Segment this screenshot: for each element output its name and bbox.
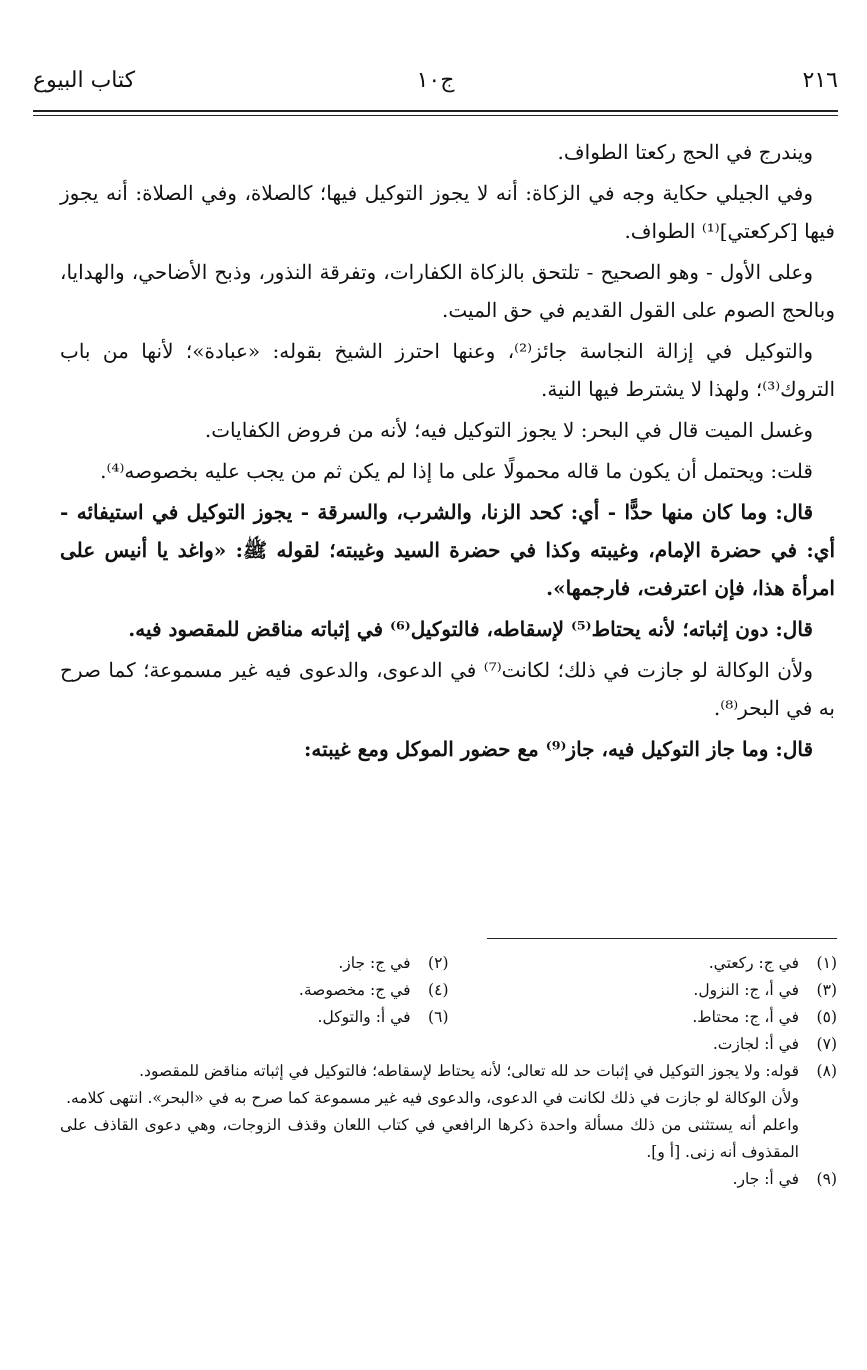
paragraph: ولأن الوكالة لو جازت في ذلك؛ لكانت⁽⁷⁾ في الدعوى، والدعوى فيه غير مسموعة؛ كما صرح به في البحر⁽⁸⁾.	[60, 658, 835, 720]
footnote-row	[60, 977, 837, 1004]
footnote	[60, 977, 449, 1004]
footnote-text: في ج: جاز.	[338, 954, 411, 972]
footnote	[60, 1031, 837, 1058]
footnote-number: (٧)	[816, 1035, 837, 1053]
footnote-text: في ج: مخصوصة.	[298, 981, 411, 999]
paragraph: وغسل الميت قال في البحر: لا يجوز التوكيل فيه؛ لأنه من فروض الكفايات.	[204, 418, 813, 442]
footnote-text: في أ: والتوكل.	[317, 1008, 411, 1026]
page-header	[33, 68, 838, 104]
footnote-number: (٦)	[428, 1008, 449, 1026]
footnote-text: في ج: ركعتي.	[708, 954, 799, 972]
footnote	[60, 1058, 837, 1085]
footnote-continuation: واعلم أنه يستثنى من ذلك مسألة واحدة ذكرها الرافعي في كتاب اللعان وقذف الزوجات، وهي دعوى القاذف على المقذوف أنه زنى. [أ و].	[60, 1116, 799, 1161]
footnote	[449, 950, 838, 977]
footnote-row	[60, 950, 837, 977]
paragraph: وعلى الأول - وهو الصحيح - تلتحق بالزكاة الكفارات، وتفرقة النذور، وذبح الأضاحي، والهدايا، وبالحج الصوم على القول القديم في حق الميت.	[60, 260, 835, 322]
footnote	[60, 1166, 837, 1193]
footnote-separator	[487, 938, 837, 939]
footnote-row	[60, 1004, 837, 1031]
paragraph: قال: دون إثباته؛ لأنه يحتاط⁽⁵⁾ لإسقاطه، فالتوكيل⁽⁶⁾ في إثباته مناقض للمقصود فيه.	[128, 617, 813, 641]
footnote-text: في أ: جار.	[732, 1170, 799, 1188]
footnote-number: (٩)	[816, 1170, 837, 1188]
footnote	[449, 1004, 838, 1031]
footnote-number: (٢)	[428, 954, 449, 972]
paragraph: والتوكيل في إزالة النجاسة جائز⁽²⁾، وعنها احترز الشيخ بقوله: «عبادة»؛ لأنها من باب التروك⁽³⁾؛ ولهذا لا يشترط فيها النية.	[60, 339, 835, 401]
footnote-number: (٣)	[816, 981, 837, 999]
main-text	[60, 133, 835, 771]
footnote-number: (٥)	[816, 1008, 837, 1026]
footnote	[60, 1004, 449, 1031]
footnote	[449, 977, 838, 1004]
paragraph: قال: وما جاز التوكيل فيه، جاز⁽⁹⁾ مع حضور الموكل ومع غيبته:	[303, 737, 813, 761]
footnote-number: (١)	[816, 954, 837, 972]
footnote	[60, 950, 449, 977]
header-rule-thin	[33, 115, 838, 116]
footnote-text: في أ، ج: النزول.	[693, 981, 799, 999]
paragraph: وفي الجيلي حكاية وجه في الزكاة: أنه لا يجوز التوكيل فيها؛ كالصلاة، وفي الصلاة: أنه يجوز فيها [كركعتي]⁽¹⁾ الطواف.	[60, 181, 835, 243]
header-rule-thick	[33, 110, 838, 112]
footnote-number: (٨)	[816, 1062, 837, 1080]
footnote-text: في أ، ج: محتاط.	[692, 1008, 799, 1026]
footnote-text: قوله: ولا يجوز التوكيل في إثبات حد لله تعالى؛ لأنه يحتاط لإسقاطه؛ فالتوكيل في إثباته مناقض للمقصود.	[139, 1062, 799, 1080]
paragraph: قال: وما كان منها حدًّا - أي: كحد الزنا، والشرب، والسرقة - يجوز التوكيل في استيفائه - أي: في حضرة الإمام، وغيبته وكذا في حضرة السيد وغيبته؛ لقوله ﷺ: «واغد يا أنيس على امرأة هذا، فإن اعترفت، فارجمها».	[60, 500, 835, 600]
footnote-text: في أ: لجازت.	[712, 1035, 799, 1053]
volume-label: ج١٠	[416, 68, 455, 93]
book-title: كتاب البيوع	[33, 68, 136, 93]
footnote-continuation: ولأن الوكالة لو جازت في ذلك لكانت في الدعوى، والدعوى فيه غير مسموعة كما صرح به في «البحر». انتهى كلامه.	[66, 1089, 799, 1107]
footnote-number: (٤)	[428, 981, 449, 999]
paragraph: قلت: ويحتمل أن يكون ما قاله محمولًا على ما إذا لم يكن ثم من يجب عليه بخصوصه⁽⁴⁾.	[100, 459, 813, 483]
page-number: ٢١٦	[802, 68, 838, 93]
paragraph: ويندرج في الحج ركعتا الطواف.	[557, 140, 813, 164]
footnotes	[60, 950, 837, 1193]
